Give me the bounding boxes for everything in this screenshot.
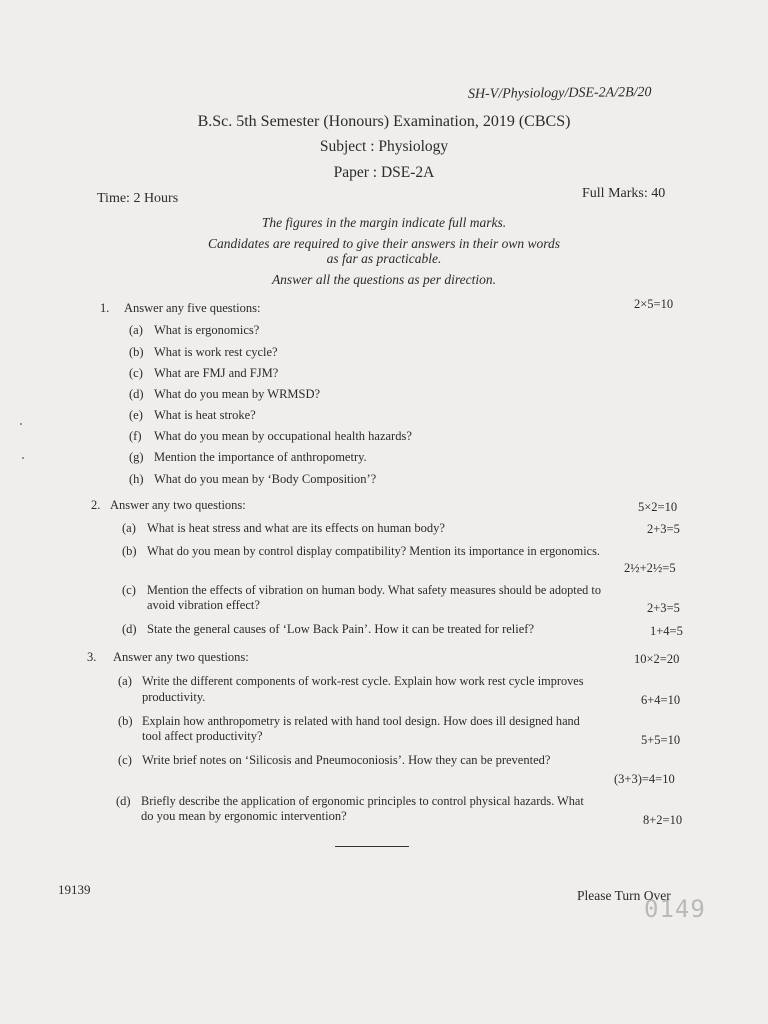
question-item-text: Explain how anthropometry is related with hand tool design. How does ill designed hand	[142, 714, 580, 728]
paper-line: Paper : DSE-2A	[333, 164, 435, 181]
question-item-label: (b)	[129, 345, 144, 359]
question-item-label: (b)	[122, 544, 137, 558]
instruction-line: as far as practicable.	[326, 251, 442, 266]
item-marks: 1+4=5	[650, 624, 683, 638]
question-marks: 5×2=10	[638, 500, 678, 514]
question-item-text-cont: productivity.	[142, 690, 206, 704]
question-instruction: Answer any five questions:	[124, 301, 261, 315]
question-item-label: (c)	[118, 753, 132, 767]
question-item-text: What do you mean by control display compatibility? Mention its importance in ergonomics.	[147, 544, 600, 558]
question-marks: 2×5=10	[634, 297, 674, 311]
question-item-label: (a)	[122, 521, 136, 535]
question-item-text: What are FMJ and FJM?	[154, 366, 279, 380]
question-item-text: State the general causes of ‘Low Back Pain’. How it can be treated for relief?	[147, 622, 534, 636]
item-marks: 6+4=10	[641, 693, 681, 707]
question-instruction: Answer any two questions:	[113, 650, 249, 664]
please-turn-over: Please Turn Over	[577, 888, 671, 903]
speck	[20, 423, 22, 425]
question-item-text: What is ergonomics?	[154, 323, 260, 337]
question-item-label: (a)	[129, 323, 143, 337]
item-marks: 2½+2½=5	[624, 561, 676, 575]
full-marks: Full Marks: 40	[582, 186, 666, 201]
question-item-text: Briefly describe the application of ergonomic principles to control physical hazards. What	[141, 794, 584, 808]
exam-title: B.Sc. 5th Semester (Honours) Examination, 2019 (CBCS)	[197, 113, 571, 130]
speck	[22, 457, 24, 459]
question-item-text: What do you mean by occupational health hazards?	[154, 429, 412, 443]
question-item-text: What do you mean by ‘Body Composition’?	[154, 472, 377, 486]
question-item-label: (d)	[129, 387, 144, 401]
item-marks: 5+5=10	[641, 733, 681, 747]
question-item-text: Write the different components of work-rest cycle. Explain how work rest cycle improves	[142, 674, 584, 688]
question-marks: 10×2=20	[634, 652, 680, 666]
item-marks: 2+3=5	[647, 522, 680, 536]
subject-line: Subject : Physiology	[319, 138, 449, 155]
question-item-text: What is heat stress and what are its effects on human body?	[147, 521, 445, 535]
question-item-label: (d)	[116, 794, 131, 808]
instruction-line: Candidates are required to give their answers in their own words	[208, 236, 560, 251]
page-code: 19139	[58, 882, 91, 897]
instruction-line: The figures in the margin indicate full marks.	[261, 215, 507, 230]
question-number: 2.	[91, 498, 101, 512]
question-item-label: (d)	[122, 622, 137, 636]
exam-time: Time: 2 Hours	[97, 191, 179, 206]
end-rule	[335, 846, 409, 847]
question-item-label: (h)	[129, 472, 144, 486]
question-item-text: What is work rest cycle?	[154, 345, 278, 359]
question-item-label: (f)	[129, 429, 142, 443]
question-item-label: (c)	[129, 366, 143, 380]
question-item-text-cont: avoid vibration effect?	[147, 598, 260, 612]
question-item-text-cont: do you mean by ergonomic intervention?	[141, 809, 347, 823]
question-number: 3.	[87, 650, 97, 664]
question-item-text: Mention the importance of anthropometry.	[154, 450, 367, 464]
question-item-text-cont: tool affect productivity?	[142, 729, 263, 743]
question-item-text: Write brief notes on ‘Silicosis and Pneumoconiosis’. How they can be prevented?	[142, 753, 551, 767]
stamp-number: 0149	[644, 895, 706, 923]
question-item-label: (e)	[129, 408, 143, 422]
question-item-text: Mention the effects of vibration on human body. What safety measures should be adopted to	[147, 583, 601, 597]
paper-code: SH-V/Physiology/DSE-2A/2B/20	[467, 85, 652, 102]
question-item-label: (b)	[118, 714, 133, 728]
item-marks: 8+2=10	[643, 813, 683, 827]
item-marks: (3+3)=4=10	[614, 772, 675, 786]
question-item-label: (a)	[118, 674, 132, 688]
question-item-text: What do you mean by WRMSD?	[154, 387, 321, 401]
instruction-line: Answer all the questions as per direction.	[271, 272, 497, 287]
question-item-text: What is heat stroke?	[154, 408, 256, 422]
question-item-label: (g)	[129, 450, 144, 464]
question-instruction: Answer any two questions:	[110, 498, 246, 512]
item-marks: 2+3=5	[647, 601, 680, 615]
question-number: 1.	[100, 301, 110, 315]
question-item-label: (c)	[122, 583, 136, 597]
